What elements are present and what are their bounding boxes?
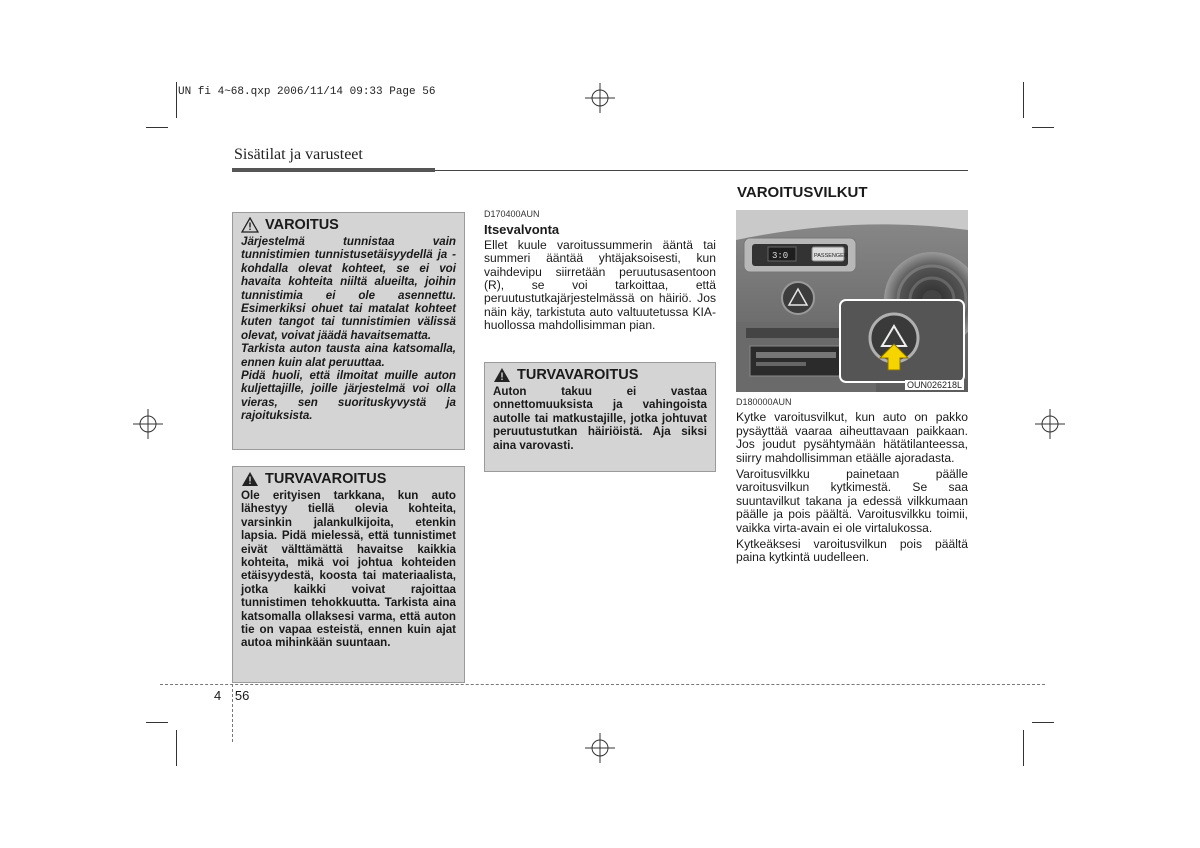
header-rule	[232, 168, 435, 172]
body-paragraph: Ellet kuule varoitussummerin ääntä tai summeri ääntää yhtäjaksoisesti, kun vaihdevipu siirretään peruutusasentoon (R), se voi tarkoittaa, että peruutustutkajärjestelmässä on häiriö. Jos näin käy, tarkistuta auto valtuutetussa KIA-huollossa mahdollisimman pian.	[484, 237, 716, 333]
crop-mark	[1032, 127, 1054, 128]
crop-mark	[1032, 722, 1054, 723]
safety-warning-body: Auton takuu ei vastaa onnettomuuksista ja vahingoista autolle tai matkustajille, jotka johtuvat peruutustutkan häiriöistä. Aja siksi aina varovasti.	[493, 385, 707, 452]
warning-paragraph: Tarkista auton tausta aina katsomalla, ennen kuin alat peruuttaa.	[241, 342, 456, 369]
section-heading: VAROITUSVILKUT	[737, 184, 868, 201]
section-title: Sisätilat ja varusteet	[234, 146, 363, 163]
crop-mark	[1023, 82, 1024, 118]
safety-warning-title-text: TURVAVAROITUS	[265, 471, 387, 487]
warning-triangle-filled-icon	[493, 367, 511, 383]
safety-warning-body: Ole erityisen tarkkana, kun auto lähestyy tiellä olevia kohteita, varsinkin jalankulkijoita, etenkin lapsia. Pidä mielessä, että tunnistimet eivät välttämättä havaitse kaikkia kohteita, mikä voi johtua kohteiden etäisyydestä, koosta tai materiaalista, jotka kaikki voivat rajoittaa tunnistimen tehokkuutta. Tarkista aina katsomalla ollaksesi varma, että auton tie on vapaa esteistä, ennen kuin ajat autoa mihinkään suuntaan.	[241, 489, 456, 650]
safety-warning-title	[241, 471, 456, 487]
crop-mark	[176, 82, 177, 118]
safety-warning-box	[232, 466, 465, 683]
body-paragraph: Kytkeäksesi varoitusvilkun pois päältä paina kytkintä uudelleen.	[736, 537, 968, 565]
warning-box	[232, 212, 465, 450]
chapter-number: 4	[214, 688, 222, 703]
warning-triangle-filled-icon	[241, 471, 259, 487]
print-header: UN fi 4~68.qxp 2006/11/14 09:33 Page 56	[178, 86, 436, 98]
safety-warning-title-text: TURVAVAROITUS	[517, 367, 639, 383]
crop-mark	[146, 127, 168, 128]
dashboard-illustration	[736, 210, 968, 392]
photo-caption: OUN026218L	[906, 380, 962, 390]
subsection-heading: Itsevalvonta	[484, 222, 560, 238]
warning-paragraph: Pidä huoli, että ilmoitat muille auton kuljettajille, joille järjestelmä voi olla vieras, sen suorituskyvystä ja rajoituksista.	[241, 369, 456, 423]
warning-triangle-outline-icon	[241, 217, 259, 233]
page-number	[214, 688, 249, 703]
hazard-switch-photo	[736, 210, 968, 392]
warning-title	[241, 217, 456, 233]
photo-button-text: PASSENGER	[814, 253, 848, 259]
safety-warning-title	[493, 367, 707, 383]
crop-mark	[146, 722, 168, 723]
right-column	[736, 396, 968, 568]
warning-paragraph: Järjestelmä tunnistaa vain tunnistimien tunnistusetäisyydellä ja -kohdalla olevat kohteet, se ei voi havaita kohteita niiltä alueilta, joihin tunnistimia ei ole asennettu. Esimerkiksi ohuet tai matalat kohteet kuten tangot tai tunnistimien välissä olevat, voivat jäädä havaitsematta.	[241, 235, 456, 342]
registration-mark-icon	[1035, 409, 1065, 439]
footer-dashed-rule	[160, 684, 1045, 685]
registration-mark-icon	[585, 83, 615, 113]
registration-mark-icon	[585, 733, 615, 763]
middle-column	[484, 208, 716, 336]
document-code: D170400AUN	[484, 209, 540, 219]
document-code: D180000AUN	[736, 397, 792, 407]
photo-display-text: 3:0	[772, 251, 789, 261]
header-rule	[435, 170, 968, 171]
safety-warning-box	[484, 362, 716, 472]
crop-mark	[176, 730, 177, 766]
body-paragraph: Kytke varoitusvilkut, kun auto on pakko pysäyttää vaaraa aiheuttavaan paikkaan. Jos joudut pysähtymään hätätilanteessa, siirry mahdollisimman etäälle ajoradasta.	[736, 410, 968, 465]
crop-mark	[1023, 730, 1024, 766]
warning-title-text: VAROITUS	[265, 217, 339, 233]
body-paragraph: Varoitusvilkku painetaan päälle varoitusvilkun kytkimestä. Se saa suuntavilkut takana ja edessä vilkkumaan päälle ja pois päältä. Varoitusvilkku toimii, vaikka virta-avain ei ole virtalukossa.	[736, 467, 968, 535]
page-number-value: 56	[234, 688, 250, 703]
registration-mark-icon	[133, 409, 163, 439]
